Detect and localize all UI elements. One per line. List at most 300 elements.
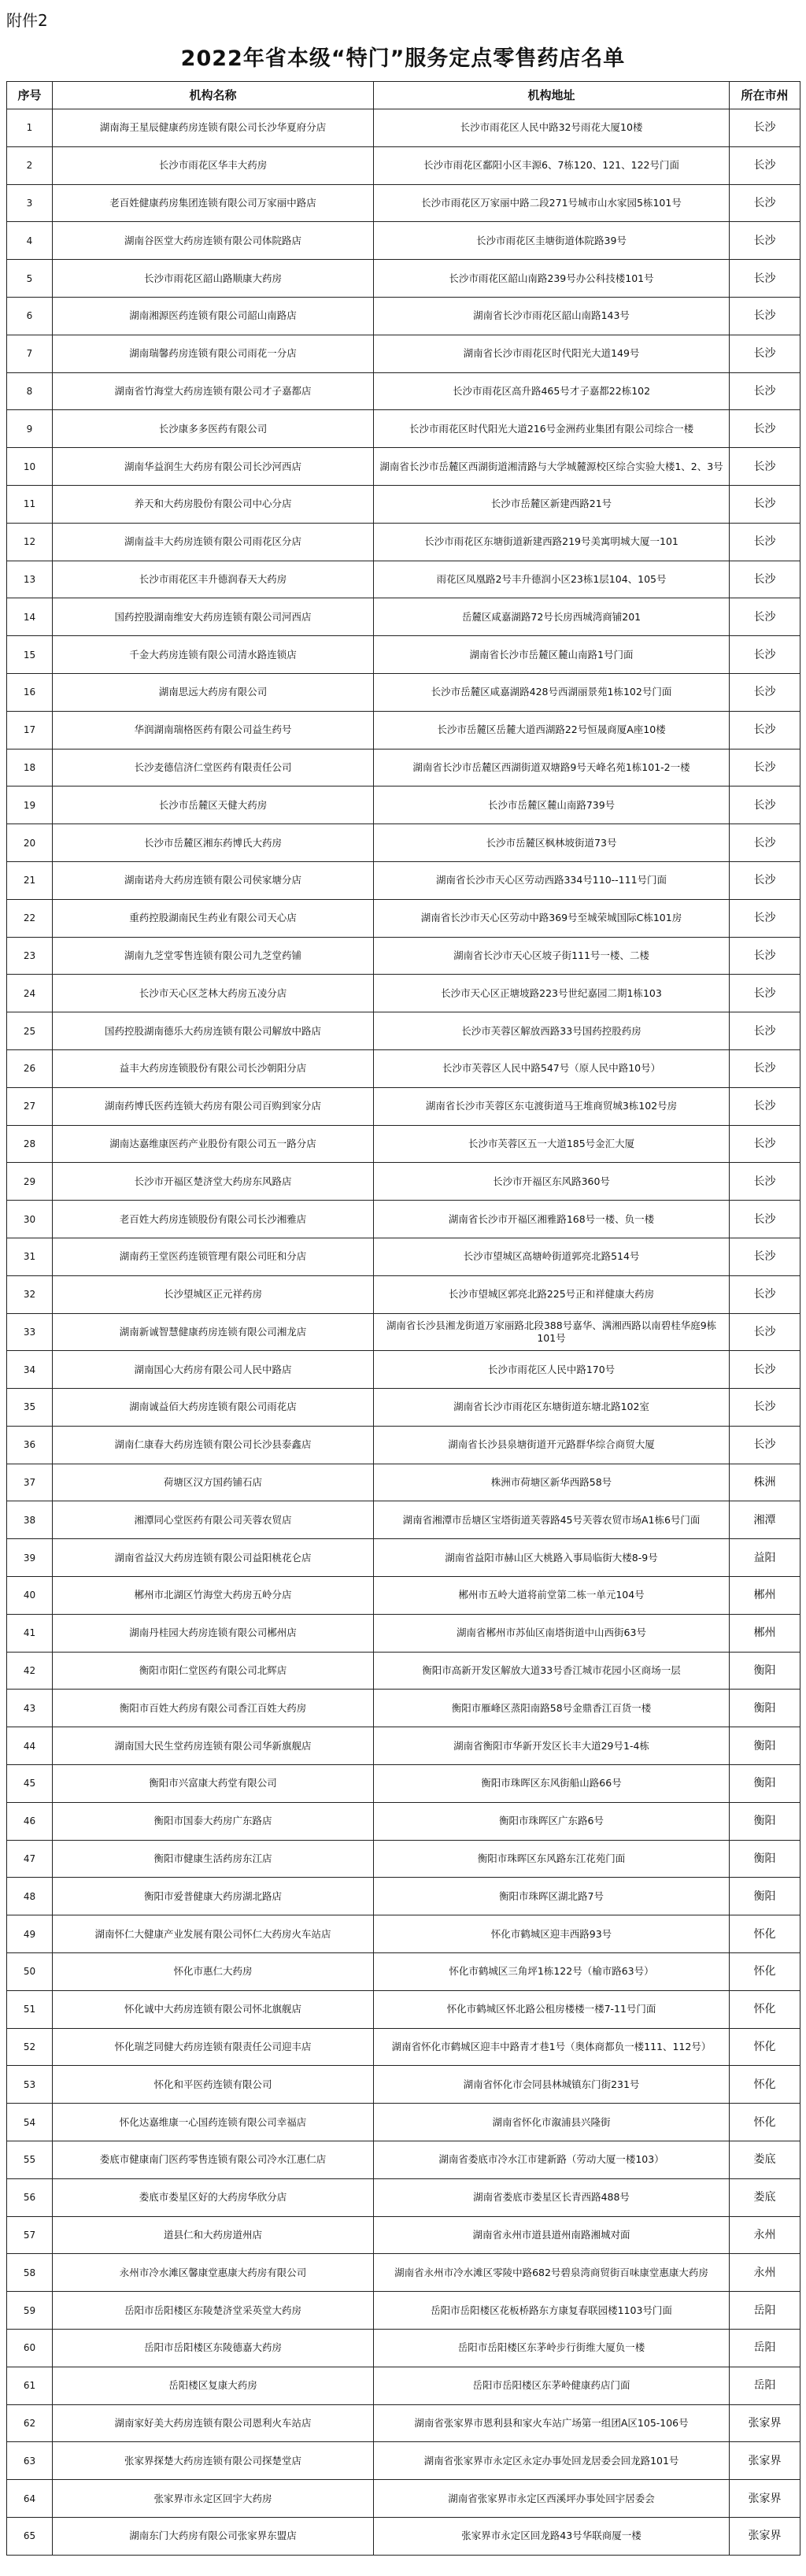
table-row: [7, 937, 800, 975]
cell-no: 4: [7, 222, 53, 260]
table-row: [7, 410, 800, 448]
cell-name: 长沙麦德信济仁堂医药有限责任公司: [53, 749, 374, 786]
table-row: [7, 1012, 800, 1050]
table-row: [7, 598, 800, 636]
cell-no: 29: [7, 1163, 53, 1201]
cell-city: 衡阳: [730, 1727, 800, 1765]
cell-address: 岳阳市岳阳楼区东茅岭步行街维大厦负一楼: [374, 2330, 730, 2367]
cell-name: 湖南达嘉维康医药产业股份有限公司五一路分店: [53, 1125, 374, 1163]
cell-name: 长沙市岳麓区天健大药房: [53, 786, 374, 824]
cell-no: 2: [7, 146, 53, 184]
cell-name: 湖南国大民生堂药房连锁有限公司华新旗舰店: [53, 1727, 374, 1765]
cell-name: 湖南新诚智慧健康药房连锁有限公司湘龙店: [53, 1313, 374, 1351]
cell-name: 郴州市北湖区竹海堂大药房五岭分店: [53, 1577, 374, 1615]
cell-name: 湖南诚益佰大药房连锁有限公司雨花店: [53, 1389, 374, 1427]
cell-city: 衡阳: [730, 1802, 800, 1840]
cell-city: 长沙: [730, 1351, 800, 1389]
cell-city: 永州: [730, 2216, 800, 2254]
cell-no: 62: [7, 2404, 53, 2442]
cell-name: 湖南怀仁大健康产业发展有限公司怀仁大药房火车站店: [53, 1915, 374, 1953]
cell-city: 长沙: [730, 410, 800, 448]
cell-no: 57: [7, 2216, 53, 2254]
cell-no: 51: [7, 1990, 53, 2028]
cell-no: 55: [7, 2141, 53, 2179]
cell-name: 长沙望城区正元祥药房: [53, 1275, 374, 1313]
cell-name: 怀化达嘉维康一心国药连锁有限公司幸福店: [53, 2104, 374, 2141]
table-row: [7, 899, 800, 937]
table-row: [7, 1802, 800, 1840]
cell-name: 怀化和平医药连锁有限公司: [53, 2066, 374, 2104]
cell-no: 25: [7, 1012, 53, 1050]
table-row: [7, 1953, 800, 1991]
cell-no: 20: [7, 824, 53, 862]
cell-city: 长沙: [730, 1201, 800, 1238]
cell-no: 53: [7, 2066, 53, 2104]
table-row: [7, 372, 800, 410]
table-row: [7, 975, 800, 1012]
table-row: [7, 1840, 800, 1878]
cell-name: 衡阳市阳仁堂医药有限公司北辉店: [53, 1652, 374, 1690]
cell-address: 湖南省怀化市溆浦县兴隆街: [374, 2104, 730, 2141]
cell-city: 长沙: [730, 786, 800, 824]
cell-address: 长沙市雨花区高升路465号才子嘉都22栋102: [374, 372, 730, 410]
table-row: [7, 711, 800, 749]
cell-address: 湖南省怀化市会同县林城镇东门街231号: [374, 2066, 730, 2104]
cell-name: 湖南省益汉大药房连锁有限公司益阳桃花仑店: [53, 1539, 374, 1577]
cell-name: 湖南国心大药房有限公司人民中路店: [53, 1351, 374, 1389]
cell-no: 9: [7, 410, 53, 448]
table-row: [7, 1426, 800, 1464]
cell-address: 衡阳市雁峰区蒸阳南路58号金鼎香江百货一楼: [374, 1690, 730, 1727]
cell-address: 湖南省怀化市鹤城区迎丰中路青才巷1号（奥体商都负一楼111、112号）: [374, 2028, 730, 2066]
cell-name: 湖南药王堂医药连锁管理有限公司旺和分店: [53, 1238, 374, 1275]
cell-address: 衡阳市珠晖区湖北路7号: [374, 1878, 730, 1915]
cell-city: 长沙: [730, 184, 800, 222]
cell-city: 长沙: [730, 372, 800, 410]
annex-label: 附件2: [6, 11, 48, 30]
cell-name: 湖南仁康春大药房连锁有限公司长沙县泰鑫店: [53, 1426, 374, 1464]
cell-city: 长沙: [730, 1238, 800, 1275]
table-row: [7, 1389, 800, 1427]
cell-name: 湖南东门大药房有限公司张家界东盟店: [53, 2518, 374, 2556]
table-row: [7, 335, 800, 372]
cell-address: 湖南省长沙市岳麓区西湖街道湘清路与大学城麓源校区综合实验大楼1、2、3号: [374, 448, 730, 486]
table-row: [7, 1163, 800, 1201]
cell-no: 47: [7, 1840, 53, 1878]
cell-no: 40: [7, 1577, 53, 1615]
cell-city: 张家界: [730, 2404, 800, 2442]
cell-city: 长沙: [730, 1049, 800, 1087]
cell-city: 株洲: [730, 1464, 800, 1501]
cell-city: 长沙: [730, 899, 800, 937]
cell-name: 湖南家好美大药房连锁有限公司恩利火车站店: [53, 2404, 374, 2442]
cell-address: 湖南省张家界市永定区西溪坪办事处回宇居委会: [374, 2480, 730, 2518]
cell-city: 长沙: [730, 1426, 800, 1464]
header-name: 机构名称: [53, 82, 374, 109]
cell-city: 长沙: [730, 146, 800, 184]
cell-address: 长沙市望城区郭亮北路225号正和祥健康大药房: [374, 1275, 730, 1313]
cell-address: 怀化市鹤城区迎丰西路93号: [374, 1915, 730, 1953]
cell-city: 怀化: [730, 2066, 800, 2104]
cell-city: 怀化: [730, 1990, 800, 2028]
cell-city: 长沙: [730, 673, 800, 711]
cell-name: 岳阳楼区复康大药房: [53, 2367, 374, 2404]
cell-address: 湖南省长沙市天心区劳动西路334号110--111号门面: [374, 861, 730, 899]
cell-no: 60: [7, 2330, 53, 2367]
table-row: [7, 485, 800, 523]
cell-no: 46: [7, 1802, 53, 1840]
cell-address: 衡阳市高新开发区解放大道33号香江城市花园小区商场一层: [374, 1652, 730, 1690]
cell-no: 37: [7, 1464, 53, 1501]
cell-no: 10: [7, 448, 53, 486]
cell-city: 长沙: [730, 598, 800, 636]
table-row: [7, 184, 800, 222]
cell-city: 衡阳: [730, 1765, 800, 1803]
cell-address: 湖南省长沙市岳麓区麓山南路1号门面: [374, 636, 730, 674]
cell-name: 张家界市永定区回宇大药房: [53, 2480, 374, 2518]
cell-address: 湖南省永州市道县道州南路湘城对面: [374, 2216, 730, 2254]
cell-address: 湖南省长沙市岳麓区西湖街道双塘路9号天峰名苑1栋101-2一楼: [374, 749, 730, 786]
table-row: [7, 1275, 800, 1313]
table-row: [7, 1351, 800, 1389]
cell-city: 张家界: [730, 2480, 800, 2518]
header-city: 所在市州: [730, 82, 800, 109]
cell-name: 湖南海王星辰健康药房连锁有限公司长沙华夏府分店: [53, 109, 374, 147]
cell-no: 3: [7, 184, 53, 222]
cell-city: 长沙: [730, 485, 800, 523]
cell-city: 娄底: [730, 2178, 800, 2216]
cell-address: 郴州市五岭大道将前堂第二栋一单元104号: [374, 1577, 730, 1615]
cell-name: 岳阳市岳阳楼区东陵德嘉大药房: [53, 2330, 374, 2367]
table-row: [7, 1238, 800, 1275]
table-row: [7, 786, 800, 824]
cell-city: 郴州: [730, 1614, 800, 1652]
cell-address: 岳麓区咸嘉湖路72号长房西城湾商铺201: [374, 598, 730, 636]
cell-name: 重药控股湖南民生药业有限公司天心店: [53, 899, 374, 937]
cell-no: 28: [7, 1125, 53, 1163]
cell-address: 岳阳市岳阳楼区东茅岭健康药店门面: [374, 2367, 730, 2404]
cell-name: 长沙康多多医药有限公司: [53, 410, 374, 448]
cell-no: 41: [7, 1614, 53, 1652]
cell-no: 23: [7, 937, 53, 975]
cell-address: 湖南省永州市冷水滩区零陵中路682号碧泉湾商贸街百味康堂惠康大药房: [374, 2254, 730, 2292]
table-row: [7, 1878, 800, 1915]
cell-name: 老百姓大药房连锁股份有限公司长沙湘雅店: [53, 1201, 374, 1238]
table-row: [7, 636, 800, 674]
cell-no: 59: [7, 2292, 53, 2330]
cell-name: 湖南诺舟大药房连锁有限公司侯家塘分店: [53, 861, 374, 899]
cell-address: 湖南省益阳市赫山区大桃路入事局临街大楼8-9号: [374, 1539, 730, 1577]
cell-address: 长沙市芙蓉区解放西路33号国药控股药房: [374, 1012, 730, 1050]
cell-no: 1: [7, 109, 53, 147]
cell-name: 湖南丹桂园大药房连锁有限公司郴州店: [53, 1614, 374, 1652]
cell-city: 怀化: [730, 1915, 800, 1953]
cell-no: 7: [7, 335, 53, 372]
cell-no: 8: [7, 372, 53, 410]
cell-city: 长沙: [730, 297, 800, 335]
cell-address: 长沙市岳麓区咸嘉湖路428号西湖丽景苑1栋102号门面: [374, 673, 730, 711]
table-row: [7, 2254, 800, 2292]
cell-address: 长沙市雨花区万家丽中路二段271号城市山水家园5栋101号: [374, 184, 730, 222]
cell-city: 长沙: [730, 1313, 800, 1351]
table-row: [7, 2518, 800, 2556]
cell-no: 14: [7, 598, 53, 636]
cell-city: 长沙: [730, 749, 800, 786]
cell-address: 长沙市雨花区人民中路170号: [374, 1351, 730, 1389]
cell-address: 湖南省长沙市天心区坡子街111号一楼、二楼: [374, 937, 730, 975]
cell-name: 湖南省竹海堂大药房连锁有限公司才子嘉都店: [53, 372, 374, 410]
cell-name: 岳阳市岳阳楼区东陵楚济堂采英堂大药房: [53, 2292, 374, 2330]
cell-no: 44: [7, 1727, 53, 1765]
table-row: [7, 523, 800, 561]
cell-name: 湖南思远大药房有限公司: [53, 673, 374, 711]
cell-city: 长沙: [730, 824, 800, 862]
cell-address: 长沙市岳麓区枫林坡街道73号: [374, 824, 730, 862]
pharmacy-table: [6, 81, 800, 2556]
table-row: [7, 1765, 800, 1803]
cell-city: 衡阳: [730, 1690, 800, 1727]
page-title: 2022年省本级“特门”服务定点零售药店名单: [180, 46, 626, 71]
cell-name: 华润湖南瑞格医药有限公司益生药号: [53, 711, 374, 749]
cell-no: 64: [7, 2480, 53, 2518]
cell-no: 12: [7, 523, 53, 561]
cell-city: 长沙: [730, 523, 800, 561]
cell-name: 长沙市雨花区韶山路顺康大药房: [53, 260, 374, 298]
cell-no: 58: [7, 2254, 53, 2292]
cell-address: 湖南省长沙县湘龙街道万家丽路北段388号嘉华、满湘西路以南碧桂华庭9栋101号: [374, 1313, 730, 1351]
table-row: [7, 222, 800, 260]
table-row: [7, 2367, 800, 2404]
cell-no: 21: [7, 861, 53, 899]
table-row: [7, 2216, 800, 2254]
cell-city: 岳阳: [730, 2367, 800, 2404]
cell-address: 湖南省长沙市开福区湘雅路168号一楼、负一楼: [374, 1201, 730, 1238]
table-row: [7, 1313, 800, 1351]
cell-address: 雨花区凤凰路2号丰升德润小区23栋1层104、105号: [374, 561, 730, 598]
cell-address: 衡阳市珠晖区广东路6号: [374, 1802, 730, 1840]
header-no: 序号: [7, 82, 53, 109]
table-row: [7, 1990, 800, 2028]
cell-address: 湖南省长沙市芙蓉区东屯渡街道马王堆商贸城3栋102号房: [374, 1087, 730, 1125]
cell-no: 15: [7, 636, 53, 674]
cell-address: 怀化市鹤城区怀北路公租房楼楼一楼7-11号门面: [374, 1990, 730, 2028]
cell-no: 31: [7, 1238, 53, 1275]
cell-address: 长沙市雨花区人民中路32号雨花大厦10楼: [374, 109, 730, 147]
table-row: [7, 1501, 800, 1539]
cell-no: 30: [7, 1201, 53, 1238]
cell-no: 43: [7, 1690, 53, 1727]
cell-no: 39: [7, 1539, 53, 1577]
cell-city: 怀化: [730, 1953, 800, 1991]
table-row: [7, 2141, 800, 2179]
cell-address: 长沙市芙蓉区五一大道185号金汇大厦: [374, 1125, 730, 1163]
table-row: [7, 109, 800, 147]
table-row: [7, 448, 800, 486]
cell-no: 11: [7, 485, 53, 523]
cell-address: 湖南省衡阳市华新开发区长丰大道29号1-4栋: [374, 1727, 730, 1765]
table-row: [7, 1690, 800, 1727]
cell-city: 张家界: [730, 2518, 800, 2556]
cell-no: 52: [7, 2028, 53, 2066]
table-row: [7, 1125, 800, 1163]
cell-address: 长沙市雨花区东塘街道新建西路219号美寓明城大厦一101: [374, 523, 730, 561]
cell-address: 长沙市雨花区鄱阳小区丰源6、7栋120、121、122号门面: [374, 146, 730, 184]
cell-name: 湖南九芝堂零售连锁有限公司九芝堂药铺: [53, 937, 374, 975]
cell-address: 湖南省长沙市雨花区东塘街道东塘北路102室: [374, 1389, 730, 1427]
cell-name: 长沙市岳麓区湘东药博氏大药房: [53, 824, 374, 862]
cell-city: 永州: [730, 2254, 800, 2292]
cell-no: 32: [7, 1275, 53, 1313]
cell-name: 养天和大药房股份有限公司中心分店: [53, 485, 374, 523]
cell-city: 岳阳: [730, 2292, 800, 2330]
cell-address: 衡阳市珠晖区东风路东江花苑门面: [374, 1840, 730, 1878]
cell-address: 湖南省郴州市苏仙区南塔街道中山西街63号: [374, 1614, 730, 1652]
cell-city: 长沙: [730, 636, 800, 674]
cell-no: 48: [7, 1878, 53, 1915]
cell-name: 益丰大药房连锁股份有限公司长沙朝阳分店: [53, 1049, 374, 1087]
cell-name: 湖南药博氏医药连锁大药房有限公司百购到家分店: [53, 1087, 374, 1125]
cell-address: 湖南省娄底市娄星区长青西路488号: [374, 2178, 730, 2216]
cell-no: 35: [7, 1389, 53, 1427]
cell-name: 国药控股湖南维安大药房连锁有限公司河西店: [53, 598, 374, 636]
table-row: [7, 824, 800, 862]
cell-address: 长沙市芙蓉区人民中路547号（原人民中路10号）: [374, 1049, 730, 1087]
table-row: [7, 1915, 800, 1953]
table-row: [7, 2442, 800, 2480]
table-row: [7, 2066, 800, 2104]
cell-city: 长沙: [730, 222, 800, 260]
cell-address: 湖南省长沙县泉塘街道开元路群华综合商贸大厦: [374, 1426, 730, 1464]
cell-name: 国药控股湖南德乐大药房连锁有限公司解放中路店: [53, 1012, 374, 1050]
cell-city: 长沙: [730, 1163, 800, 1201]
cell-city: 湘潭: [730, 1501, 800, 1539]
header-address: 机构地址: [374, 82, 730, 109]
cell-city: 郴州: [730, 1577, 800, 1615]
table-body: [7, 109, 800, 2556]
cell-name: 荷塘区汉方国药铺石店: [53, 1464, 374, 1501]
cell-name: 湖南益丰大药房连锁有限公司雨花区分店: [53, 523, 374, 561]
cell-city: 娄底: [730, 2141, 800, 2179]
cell-no: 18: [7, 749, 53, 786]
cell-city: 怀化: [730, 2028, 800, 2066]
cell-name: 张家界探楚大药房连锁有限公司探楚堂店: [53, 2442, 374, 2480]
table-row: [7, 260, 800, 298]
cell-city: 长沙: [730, 975, 800, 1012]
table-row: [7, 1652, 800, 1690]
table-row: [7, 2480, 800, 2518]
cell-name: 长沙市雨花区华丰大药房: [53, 146, 374, 184]
cell-city: 张家界: [730, 2442, 800, 2480]
cell-address: 长沙市开福区东风路360号: [374, 1163, 730, 1201]
cell-address: 湖南省长沙市天心区劳动中路369号至城荣城国际C栋101房: [374, 899, 730, 937]
cell-city: 长沙: [730, 335, 800, 372]
table-row: [7, 673, 800, 711]
cell-city: 岳阳: [730, 2330, 800, 2367]
cell-city: 长沙: [730, 1012, 800, 1050]
cell-city: 长沙: [730, 1275, 800, 1313]
cell-address: 长沙市雨花区时代阳光大道216号金洲药业集团有限公司综合一楼: [374, 410, 730, 448]
cell-name: 怀化瑞芝同健大药房连锁有限责任公司迎丰店: [53, 2028, 374, 2066]
cell-no: 26: [7, 1049, 53, 1087]
cell-address: 湖南省娄底市冷水江市建新路（劳动大厦一楼103）: [374, 2141, 730, 2179]
cell-address: 长沙市岳麓区新建西路21号: [374, 485, 730, 523]
cell-no: 49: [7, 1915, 53, 1953]
table-row: [7, 749, 800, 786]
cell-address: 长沙市雨花区圭塘街道体院路39号: [374, 222, 730, 260]
table-row: [7, 1614, 800, 1652]
cell-address: 张家界市永定区回龙路43号华联商厦一楼: [374, 2518, 730, 2556]
cell-name: 衡阳市国泰大药房广东路店: [53, 1802, 374, 1840]
cell-address: 长沙市望城区高塘岭街道郭亮北路514号: [374, 1238, 730, 1275]
cell-address: 湖南省长沙市雨花区时代阳光大道149号: [374, 335, 730, 372]
table-row: [7, 2330, 800, 2367]
cell-no: 27: [7, 1087, 53, 1125]
table-row: [7, 861, 800, 899]
cell-city: 长沙: [730, 711, 800, 749]
cell-name: 湖南华益润生大药房有限公司长沙河西店: [53, 448, 374, 486]
cell-address: 湖南省湘潭市岳塘区宝塔街道芙蓉路45号芙蓉农贸市场A1栋6号门面: [374, 1501, 730, 1539]
table-row: [7, 2292, 800, 2330]
cell-address: 湖南省长沙市雨花区韶山南路143号: [374, 297, 730, 335]
cell-no: 45: [7, 1765, 53, 1803]
cell-no: 56: [7, 2178, 53, 2216]
cell-no: 24: [7, 975, 53, 1012]
table-header-row: [7, 82, 800, 109]
cell-city: 长沙: [730, 1389, 800, 1427]
cell-city: 衡阳: [730, 1840, 800, 1878]
cell-city: 长沙: [730, 1087, 800, 1125]
cell-name: 衡阳市百姓大药房有限公司香江百姓大药房: [53, 1690, 374, 1727]
cell-address: 衡阳市珠晖区东风街船山路66号: [374, 1765, 730, 1803]
cell-no: 34: [7, 1351, 53, 1389]
cell-city: 长沙: [730, 861, 800, 899]
cell-no: 61: [7, 2367, 53, 2404]
cell-address: 长沙市岳麓区麓山南路739号: [374, 786, 730, 824]
cell-city: 衡阳: [730, 1878, 800, 1915]
cell-no: 22: [7, 899, 53, 937]
cell-address: 长沙市雨花区韶山南路239号办公科技楼101号: [374, 260, 730, 298]
cell-name: 湘潭同心堂医药有限公司芙蓉农贸店: [53, 1501, 374, 1539]
cell-name: 永州市冷水滩区馨康堂惠康大药房有限公司: [53, 2254, 374, 2292]
cell-no: 5: [7, 260, 53, 298]
cell-no: 42: [7, 1652, 53, 1690]
cell-name: 娄底市娄星区好的大药房华欣分店: [53, 2178, 374, 2216]
cell-name: 衡阳市兴富康大药堂有限公司: [53, 1765, 374, 1803]
cell-city: 长沙: [730, 561, 800, 598]
cell-address: 长沙市天心区正塘坡路223号世纪嘉园二期1栋103: [374, 975, 730, 1012]
table-row: [7, 2028, 800, 2066]
cell-city: 长沙: [730, 448, 800, 486]
cell-name: 老百姓健康药房集团连锁有限公司万家丽中路店: [53, 184, 374, 222]
table-row: [7, 1201, 800, 1238]
table-row: [7, 2178, 800, 2216]
cell-no: 54: [7, 2104, 53, 2141]
cell-name: 衡阳市健康生活药房东江店: [53, 1840, 374, 1878]
cell-name: 衡阳市爱普健康大药房湖北路店: [53, 1878, 374, 1915]
cell-no: 33: [7, 1313, 53, 1351]
cell-city: 长沙: [730, 260, 800, 298]
cell-name: 千金大药房连锁有限公司清水路连锁店: [53, 636, 374, 674]
table-row: [7, 2404, 800, 2442]
cell-city: 衡阳: [730, 1652, 800, 1690]
table-row: [7, 2104, 800, 2141]
cell-name: 长沙市天心区芝林大药房五凌分店: [53, 975, 374, 1012]
cell-no: 13: [7, 561, 53, 598]
cell-address: 长沙市岳麓区岳麓大道西湖路22号恒晟商厦A座10楼: [374, 711, 730, 749]
cell-name: 娄底市健康南门医药零售连锁有限公司冷水江惠仁店: [53, 2141, 374, 2179]
cell-no: 36: [7, 1426, 53, 1464]
table-row: [7, 1049, 800, 1087]
